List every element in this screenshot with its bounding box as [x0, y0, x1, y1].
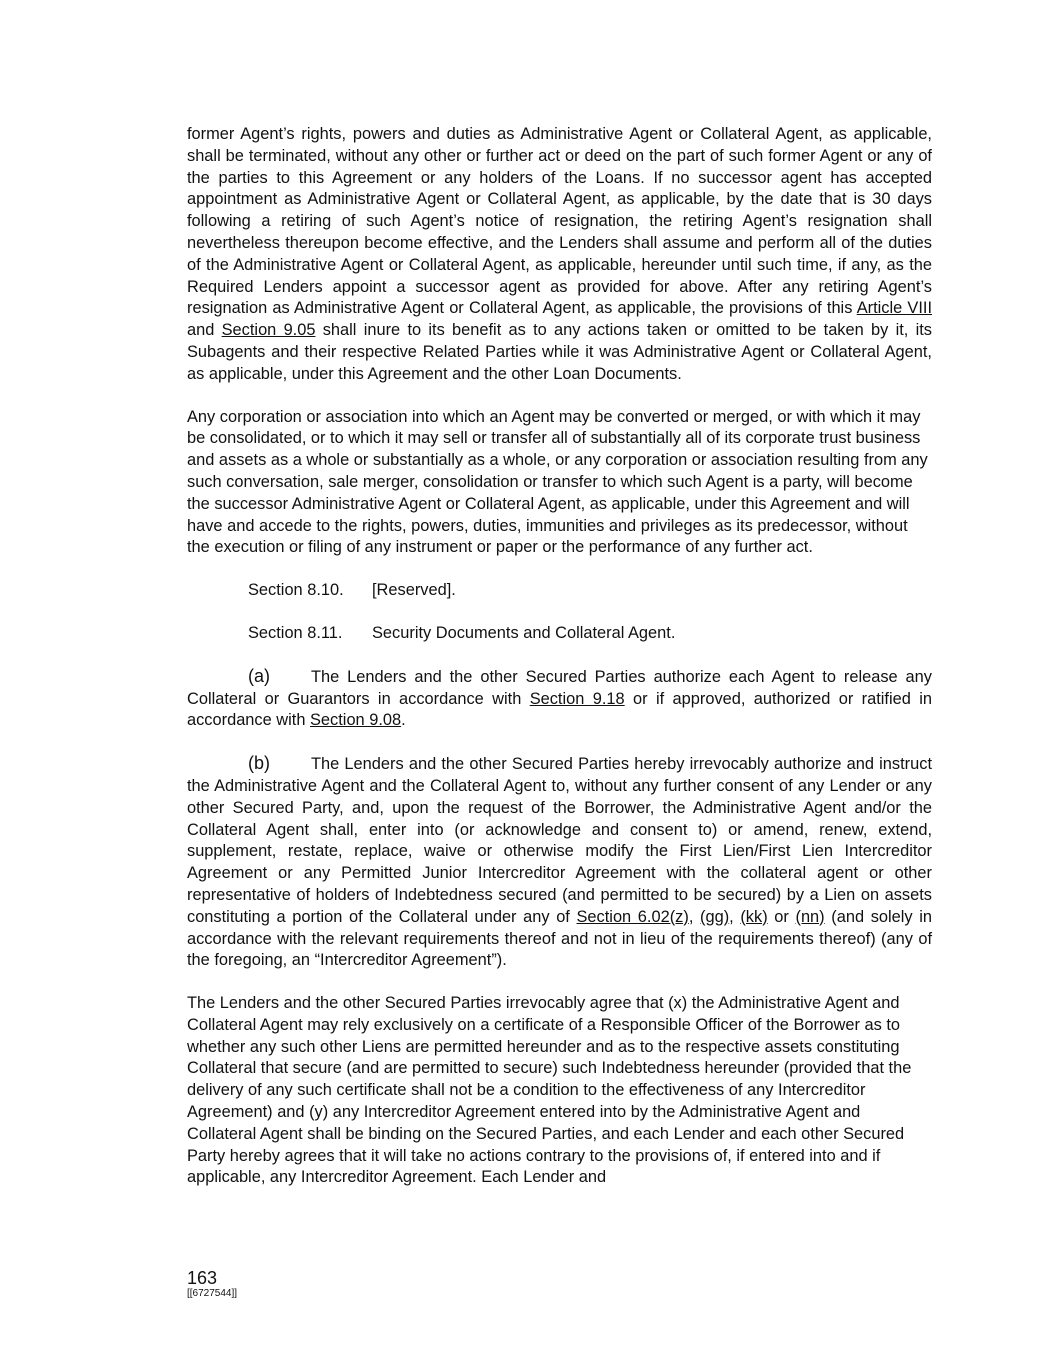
page-footer	[187, 1268, 237, 1300]
paragraph-text: former Agent’s rights, powers and duties as Administrative Agent or Collateral Agent, as applicable, shall be terminated, without any other or further act or deed on the part of such former Agent or any of the parties to this Agreement or any holders of the Loans. If no successor agent has accepted appointment as Administrative Agent or Collateral Agent, as applicable, by the date that is 30 days following a retiring of such Agent’s notice of resignation, the retiring Agent’s resignation shall nevertheless thereupon become effective, and the Lenders shall assume and perform all of the duties of the Administrative Agent or Collateral Agent, as applicable, hereunder until such time, if any, as the Required Lenders appoint a successor agent as provided for above. After any retiring Agent’s resignation as Administrative Agent or Collateral Agent, as applicable, the provisions of this	[187, 125, 932, 318]
section-8-11-heading	[248, 623, 932, 645]
section-gg-link[interactable]: (gg)	[700, 907, 730, 926]
section-kk-link[interactable]: (kk)	[740, 907, 768, 926]
defined-term: Intercreditor Agreement	[320, 951, 492, 970]
section-6-02-z-link[interactable]: Section 6.02(z)	[576, 907, 689, 926]
section-8-10-heading	[248, 580, 932, 602]
paragraph-intercreditor-reliance: The Lenders and the other Secured Parties irrevocably agree that (x) the Administrative Agent and Collateral Agent may rely exclusively on a certificate of a Responsible Officer of the Borrower as to whether any such other Liens are permitted hereunder and as to the respective assets constituting Collateral that secure (and are permitted to secure) such Indebtedness hereunder (provided that the delivery of any such certificate shall not be a condition to the effectiveness of any Intercreditor Agreement) and (y) any Intercreditor Agreement entered into by the Administrative Agent and Collateral Agent shall be binding on the Secured Parties, and each Lender and each other Secured Party hereby agrees that it will take no actions contrary to the provisions of, if entered into and if applicable, any Intercreditor Agreement. Each Lender and	[187, 994, 912, 1187]
section-title: Security Documents and Collateral Agent.	[372, 623, 676, 642]
section-9-18-link[interactable]: Section 9.18	[529, 689, 625, 708]
clause-label: (a)	[248, 665, 270, 686]
clause-a: (a) The Lenders and the other Secured Parties authorize each Agent to release any Collateral or Guarantors in accordance with Section 9.18 or if approved, authorized or ratified in accordance with Section 9.08.	[187, 665, 932, 730]
paragraph-agent-resignation: former Agent’s rights, powers and duties as Administrative Agent or Collateral Agent, as applicable, shall be terminated, without any other or further act or deed on the part of such former Agent or any of the parties to this Agreement or any holders of the Loans. If no successor agent has accepted appointment as Administrative Agent or Collateral Agent, as applicable, by the date that is 30 days following a retiring of such Agent’s notice of resignation, the retiring Agent’s resignation shall nevertheless thereupon become effective, and the Lenders shall assume and perform all of the duties of the Administrative Agent or Collateral Agent, as applicable, hereunder until such time, if any, as the Required Lenders appoint a successor agent as provided for above. After any retiring Agent’s resignation as Administrative Agent or Collateral Agent, as applicable, the provisions of this Article VIII and Section 9.05 shall inure to its benefit as to any actions taken or omitted to be taken by it, its Subagents and their respective Related Parties while it was Administrative Agent or Collateral Agent, as applicable, under this Agreement and the other Loan Documents.	[187, 125, 933, 383]
paragraph-successor-agent: Any corporation or association into which an Agent may be converted or merged, or with which it may be consolidated, or to which it may sell or transfer all of substantially all of its corporate trust business and assets as a whole or substantially as a whole, or any corporation or association resulting from any such conversation, sale merger, consolidation or transfer to which such Agent is a party, will become the successor Administrative Agent or Collateral Agent, as applicable, under this Agreement and will have and accede to the rights, powers, duties, immunities and privileges as its predecessor, without the execution or filing of any instrument or paper or the performance of any further act.	[187, 407, 928, 557]
page-number: 163	[187, 1268, 218, 1288]
document-body	[187, 124, 932, 1210]
document-id: [[6727544]]	[187, 1288, 238, 1299]
section-nn-link[interactable]: (nn)	[795, 907, 825, 926]
article-viii-link[interactable]: Article VIII	[856, 299, 933, 318]
section-number: Section 8.11.	[248, 623, 343, 642]
section-number: Section 8.10.	[248, 581, 344, 600]
section-9-05-link[interactable]: Section 9.05	[221, 321, 316, 340]
section-9-08-link[interactable]: Section 9.08	[310, 711, 402, 730]
section-title: [Reserved].	[372, 581, 456, 600]
clause-label: (b)	[248, 753, 270, 774]
clause-b: (b) The Lenders and the other Secured Parties hereby irrevocably authorize and instruct the Administrative Agent and the Collateral Agent to, without any further consent of any Lender or any other Secured Party, and, upon the request of the Borrower, the Administrative Agent and/or the Collateral Agent shall, enter into (or acknowledge and consent to) or amend, renew, extend, supplement, restate, replace, waive or otherwise modify the First Lien/First Lien Intercreditor Agreement or any Permitted Junior Intercreditor Agreement with the collateral agent or other representative of holders of Indebtedness secured (and permitted to be secured) by a Lien on assets constituting a portion of the Collateral under any of Section 6.02(z), (gg), (kk) or (nn) (and solely in accordance with the relevant requirements thereof and not in lieu of the requirements thereof) (any of the foregoing, an “Intercreditor Agreement”).	[187, 753, 932, 970]
